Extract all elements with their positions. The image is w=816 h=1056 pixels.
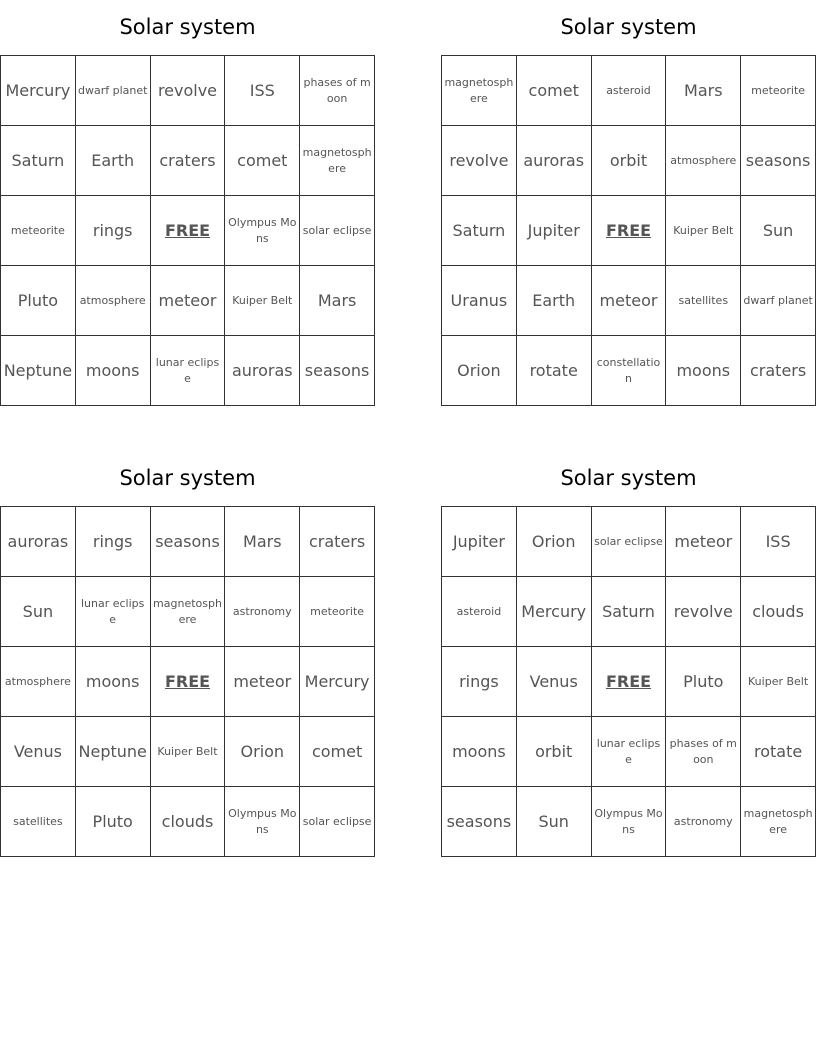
card-title: Solar system bbox=[119, 466, 256, 490]
bingo-cell: seasons bbox=[442, 787, 517, 857]
bingo-cell: rotate bbox=[741, 717, 816, 787]
bingo-cell: astronomy bbox=[666, 787, 741, 857]
bingo-cell: Kuiper Belt bbox=[225, 266, 300, 336]
bingo-cell: Mars bbox=[300, 266, 375, 336]
bingo-cell: craters bbox=[151, 126, 226, 196]
bingo-cell: auroras bbox=[1, 507, 76, 577]
bingo-cell: Mercury bbox=[300, 647, 375, 717]
bingo-cell: atmosphere bbox=[666, 126, 741, 196]
bingo-cell: solar eclipse bbox=[592, 507, 667, 577]
bingo-cell: meteorite bbox=[1, 196, 76, 266]
bingo-cell: Neptune bbox=[76, 717, 151, 787]
bingo-cell: ISS bbox=[225, 56, 300, 126]
bingo-cell: seasons bbox=[741, 126, 816, 196]
bingo-cell: meteorite bbox=[300, 577, 375, 647]
bingo-cell: Olympus Mons bbox=[225, 196, 300, 266]
bingo-cell: orbit bbox=[517, 717, 592, 787]
bingo-cell: rings bbox=[76, 196, 151, 266]
bingo-cell: magnetosphere bbox=[300, 126, 375, 196]
bingo-cell: Sun bbox=[517, 787, 592, 857]
bingo-cell: craters bbox=[741, 336, 816, 406]
bingo-cell: clouds bbox=[151, 787, 226, 857]
bingo-cell: auroras bbox=[225, 336, 300, 406]
bingo-cell: satellites bbox=[666, 266, 741, 336]
bingo-grid bbox=[0, 55, 375, 406]
bingo-cell: Venus bbox=[1, 717, 76, 787]
bingo-grid bbox=[441, 55, 816, 406]
bingo-cell: Saturn bbox=[442, 196, 517, 266]
bingo-cell: auroras bbox=[517, 126, 592, 196]
bingo-cell: Mercury bbox=[517, 577, 592, 647]
bingo-cell: lunar eclipse bbox=[151, 336, 226, 406]
bingo-cell: moons bbox=[76, 336, 151, 406]
bingo-cell: Uranus bbox=[442, 266, 517, 336]
bingo-cell: solar eclipse bbox=[300, 196, 375, 266]
bingo-cell: Orion bbox=[442, 336, 517, 406]
free-space-cell: FREE bbox=[592, 647, 667, 717]
bingo-cell: magnetosphere bbox=[442, 56, 517, 126]
bingo-cell: Sun bbox=[1, 577, 76, 647]
card-title: Solar system bbox=[119, 15, 256, 39]
bingo-cell: meteor bbox=[225, 647, 300, 717]
bingo-cell: craters bbox=[300, 507, 375, 577]
bingo-cell: Earth bbox=[76, 126, 151, 196]
bingo-cell: seasons bbox=[151, 507, 226, 577]
bingo-cell: Mars bbox=[225, 507, 300, 577]
bingo-cell: magnetosphere bbox=[151, 577, 226, 647]
bingo-cell: comet bbox=[300, 717, 375, 787]
bingo-cell: orbit bbox=[592, 126, 667, 196]
free-space-cell: FREE bbox=[151, 647, 226, 717]
bingo-cell: Earth bbox=[517, 266, 592, 336]
bingo-grid bbox=[0, 506, 375, 857]
bingo-cell: meteor bbox=[592, 266, 667, 336]
bingo-cell: magnetosphere bbox=[741, 787, 816, 857]
bingo-cell: moons bbox=[442, 717, 517, 787]
bingo-cell: Saturn bbox=[1, 126, 76, 196]
bingo-cell: Orion bbox=[517, 507, 592, 577]
bingo-cell: Kuiper Belt bbox=[666, 196, 741, 266]
bingo-cell: Pluto bbox=[1, 266, 76, 336]
bingo-cell: Pluto bbox=[666, 647, 741, 717]
bingo-cell: dwarf planet bbox=[741, 266, 816, 336]
bingo-cell: astronomy bbox=[225, 577, 300, 647]
bingo-cell: rings bbox=[442, 647, 517, 717]
card-title: Solar system bbox=[560, 15, 697, 39]
bingo-cell: asteroid bbox=[592, 56, 667, 126]
bingo-cell: Orion bbox=[225, 717, 300, 787]
bingo-cell: revolve bbox=[666, 577, 741, 647]
bingo-cell: Neptune bbox=[1, 336, 76, 406]
bingo-cell: Kuiper Belt bbox=[151, 717, 226, 787]
bingo-cell: rings bbox=[76, 507, 151, 577]
bingo-cell: comet bbox=[225, 126, 300, 196]
bingo-cell: clouds bbox=[741, 577, 816, 647]
bingo-cell: seasons bbox=[300, 336, 375, 406]
bingo-cell: solar eclipse bbox=[300, 787, 375, 857]
bingo-cell: Pluto bbox=[76, 787, 151, 857]
bingo-cell: phases of moon bbox=[300, 56, 375, 126]
card-title: Solar system bbox=[560, 466, 697, 490]
free-space-cell: FREE bbox=[592, 196, 667, 266]
bingo-cell: atmosphere bbox=[76, 266, 151, 336]
bingo-grid bbox=[441, 506, 816, 857]
bingo-cell: Olympus Mons bbox=[225, 787, 300, 857]
bingo-cell: lunar eclipse bbox=[76, 577, 151, 647]
bingo-cell: lunar eclipse bbox=[592, 717, 667, 787]
free-space-cell: FREE bbox=[151, 196, 226, 266]
bingo-cell: Olympus Mons bbox=[592, 787, 667, 857]
bingo-cell: Jupiter bbox=[442, 507, 517, 577]
bingo-cell: Venus bbox=[517, 647, 592, 717]
bingo-cell: Sun bbox=[741, 196, 816, 266]
bingo-cell: moons bbox=[76, 647, 151, 717]
bingo-cell: meteorite bbox=[741, 56, 816, 126]
bingo-cell: comet bbox=[517, 56, 592, 126]
bingo-cell: rotate bbox=[517, 336, 592, 406]
bingo-cell: meteor bbox=[666, 507, 741, 577]
bingo-cell: satellites bbox=[1, 787, 76, 857]
bingo-cell: revolve bbox=[151, 56, 226, 126]
bingo-cell: phases of moon bbox=[666, 717, 741, 787]
bingo-cell: Saturn bbox=[592, 577, 667, 647]
bingo-cell: Mars bbox=[666, 56, 741, 126]
bingo-cell: revolve bbox=[442, 126, 517, 196]
bingo-cell: meteor bbox=[151, 266, 226, 336]
bingo-cell: dwarf planet bbox=[76, 56, 151, 126]
bingo-cell: moons bbox=[666, 336, 741, 406]
bingo-cell: constellation bbox=[592, 336, 667, 406]
bingo-cell: Kuiper Belt bbox=[741, 647, 816, 717]
bingo-cell: asteroid bbox=[442, 577, 517, 647]
bingo-cell: Mercury bbox=[1, 56, 76, 126]
bingo-cell: ISS bbox=[741, 507, 816, 577]
bingo-cell: atmosphere bbox=[1, 647, 76, 717]
bingo-cell: Jupiter bbox=[517, 196, 592, 266]
